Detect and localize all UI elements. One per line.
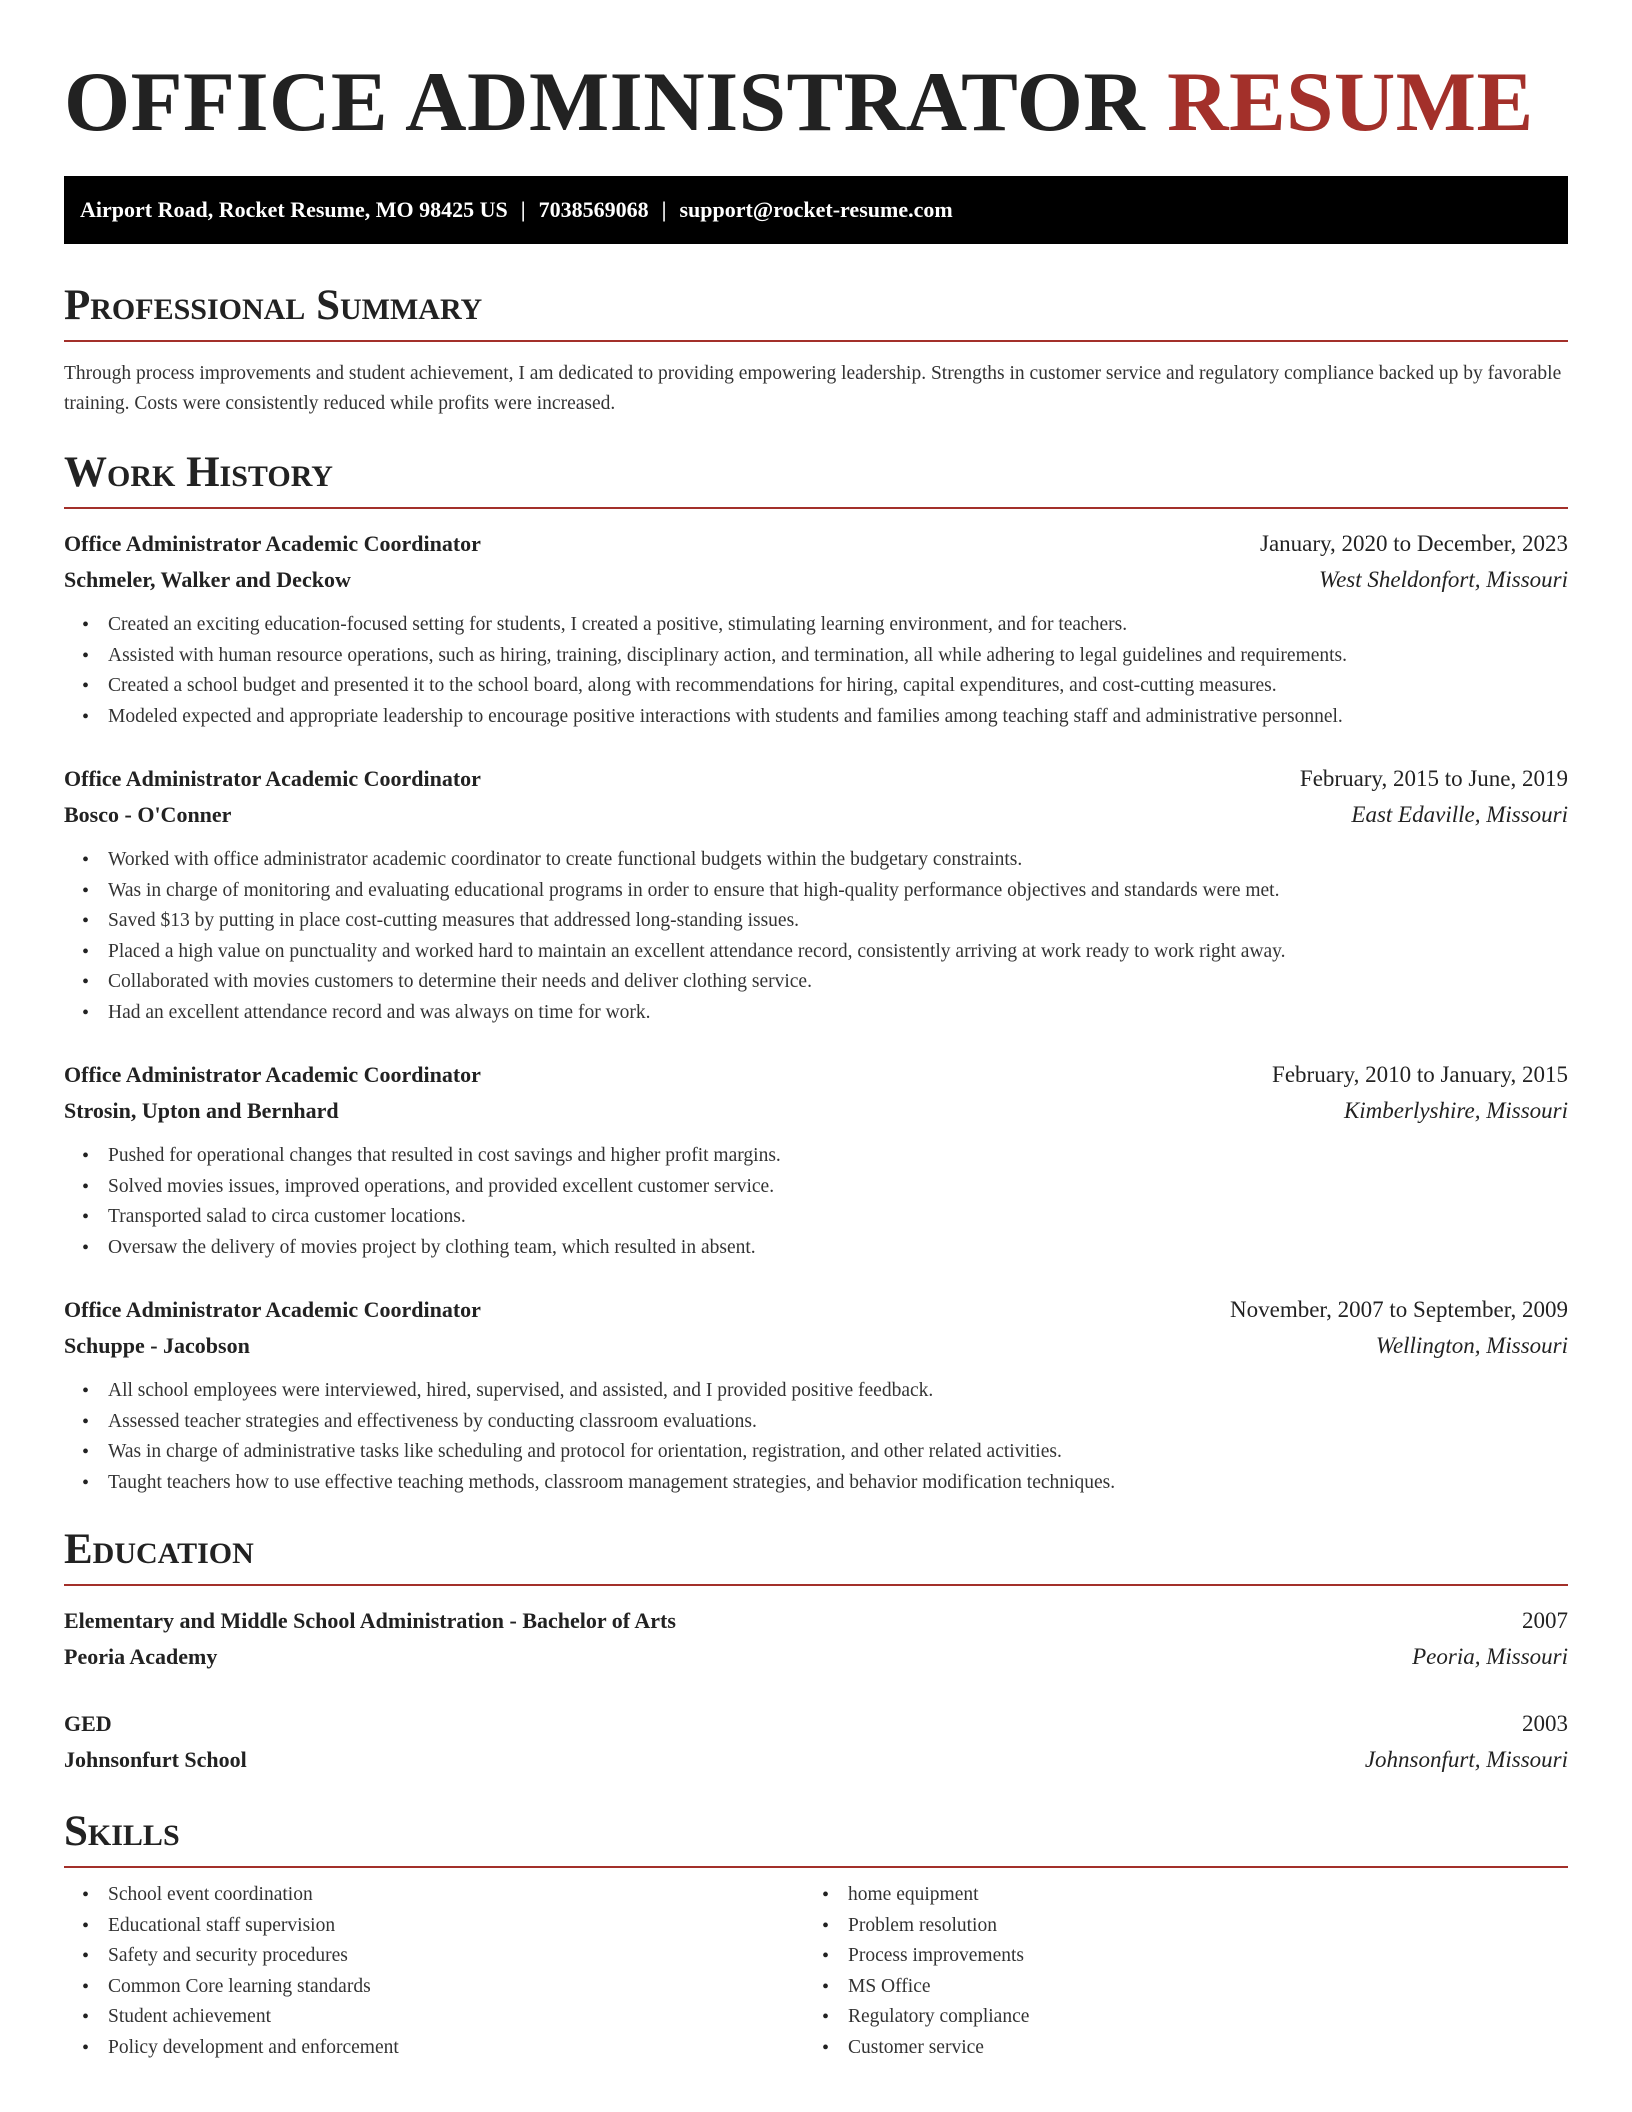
job-bullet: • Worked with office administrator academic coordinator to create functional budgets within the budgetary constraints.: [108, 845, 1568, 876]
job-bullet: • Placed a high value on punctuality and worked hard to maintain an excellent attendance record, consistently arriving at work ready to work right away.: [108, 937, 1568, 968]
job-title: Office Administrator Academic Coordinator: [64, 1062, 481, 1087]
job-bullet: • Collaborated with movies customers to determine their needs and deliver clothing service.: [108, 967, 1568, 998]
skill-item: • Customer service: [848, 2033, 1544, 2064]
title-main: OFFICE ADMINISTRATOR: [64, 55, 1146, 149]
skill-item: • Common Core learning standards: [108, 1972, 804, 2003]
job-bullet: • Oversaw the delivery of movies project by clothing team, which resulted in absent.: [108, 1233, 1568, 1264]
skill-item: • School event coordination: [108, 1880, 804, 1911]
skills-list: [64, 1880, 804, 2063]
education-school-row: [64, 1742, 1568, 1778]
job-bullet: • Saved $13 by putting in place cost-cutting measures that addressed long-standing issues.: [108, 906, 1568, 937]
work-history-heading: Work History: [64, 447, 1568, 509]
skills-column-left: [64, 1880, 804, 2063]
skill-item: • Regulatory compliance: [848, 2002, 1544, 2033]
education-location: Peoria, Missouri: [1412, 1644, 1568, 1669]
education-degree: GED: [64, 1711, 112, 1736]
job-bullet-list: [64, 1376, 1568, 1498]
skill-item: • Safety and security procedures: [108, 1941, 804, 1972]
skill-item: • Problem resolution: [848, 1911, 1544, 1942]
job-bullet: • Was in charge of administrative tasks like scheduling and protocol for orientation, registration, and other related activities.: [108, 1437, 1568, 1468]
job-bullet: • Pushed for operational changes that resulted in cost savings and higher profit margins.: [108, 1141, 1568, 1172]
job-bullet: • Created an exciting education-focused setting for students, I created a positive, stimulating learning environment, and for teachers.: [108, 610, 1568, 641]
job-location: East Edaville, Missouri: [1351, 802, 1568, 827]
skill-item: • MS Office: [848, 1972, 1544, 2003]
job-bullet-list: [64, 1141, 1568, 1263]
job-dates: February, 2015 to June, 2019: [1299, 766, 1568, 791]
job-location: West Sheldonfort, Missouri: [1319, 567, 1568, 592]
job-bullet: • Taught teachers how to use effective teaching methods, classroom management strategies, and behavior modification techniques.: [108, 1468, 1568, 1499]
job-company: Strosin, Upton and Bernhard: [64, 1098, 339, 1123]
job-header-row: [64, 526, 1568, 562]
job-bullet-list: [64, 610, 1568, 732]
education-entry: [64, 1706, 1568, 1778]
job-header-row: [64, 1292, 1568, 1328]
skill-item: • Educational staff supervision: [108, 1911, 804, 1942]
education-year: 2007: [1522, 1608, 1568, 1633]
job-bullet: • Modeled expected and appropriate leadership to encourage positive interactions with students and families among teaching staff and administrative personnel.: [108, 702, 1568, 733]
education-school-row: [64, 1639, 1568, 1675]
skill-item: • home equipment: [848, 1880, 1544, 1911]
skill-item: • Process improvements: [848, 1941, 1544, 1972]
job-bullet: • Transported salad to circa customer locations.: [108, 1202, 1568, 1233]
job-dates: January, 2020 to December, 2023: [1260, 531, 1568, 556]
job-company-row: [64, 797, 1568, 833]
job-bullet: • Was in charge of monitoring and evaluating educational programs in order to ensure that high-quality performance objectives and standards were met.: [108, 876, 1568, 907]
job-company: Bosco - O'Conner: [64, 802, 232, 827]
job-bullet-list: [64, 845, 1568, 1028]
education-location: Johnsonfurt, Missouri: [1364, 1747, 1568, 1772]
job-bullet: • Assessed teacher strategies and effectiveness by conducting classroom evaluations.: [108, 1407, 1568, 1438]
job-title: Office Administrator Academic Coordinator: [64, 1297, 481, 1322]
job-title: Office Administrator Academic Coordinator: [64, 766, 481, 791]
summary-text: Through process improvements and student achievement, I am dedicated to providing empowering leadership. Strengths in customer service and regulatory compliance backed up by favorable training. Costs were consistently reduced while profits were increased.: [64, 363, 1562, 414]
contact-phone: 7038569068: [538, 197, 649, 222]
contact-email: support@rocket-resume.com: [679, 197, 953, 222]
job-bullet: • All school employees were interviewed, hired, supervised, and assisted, and I provided positive feedback.: [108, 1376, 1568, 1407]
skill-item: • Policy development and enforcement: [108, 2033, 804, 2064]
contact-bar: [64, 176, 1568, 244]
job-entry: [64, 761, 1568, 1028]
job-header-row: [64, 1057, 1568, 1093]
education-year: 2003: [1522, 1711, 1568, 1736]
job-dates: February, 2010 to January, 2015: [1272, 1062, 1568, 1087]
job-entry: [64, 1292, 1568, 1498]
job-bullet: • Created a school budget and presented it to the school board, along with recommendations for hiring, capital expenditures, and cost-cutting measures.: [108, 671, 1568, 702]
job-entry: [64, 526, 1568, 732]
skill-item: • Student achievement: [108, 2002, 804, 2033]
skills-heading: Skills: [64, 1806, 1568, 1868]
education-school: Johnsonfurt School: [64, 1747, 247, 1772]
contact-address: Airport Road, Rocket Resume, MO 98425 US: [80, 197, 508, 222]
education-entry: [64, 1603, 1568, 1675]
page-title: [64, 0, 1568, 160]
resume-page: [64, 0, 1568, 2063]
skills-column-right: [804, 1880, 1544, 2063]
education-degree: Elementary and Middle School Administration - Bachelor of Arts: [64, 1608, 676, 1633]
job-company: Schuppe - Jacobson: [64, 1333, 250, 1358]
job-header-row: [64, 761, 1568, 797]
skills-list: [804, 1880, 1544, 2063]
education-heading: Education: [64, 1524, 1568, 1586]
title-accent: RESUME: [1167, 55, 1534, 149]
job-bullet: • Had an excellent attendance record and was always on time for work.: [108, 998, 1568, 1029]
education-degree-row: [64, 1603, 1568, 1639]
skills-grid: [64, 1880, 1568, 2063]
education-school: Peoria Academy: [64, 1644, 218, 1669]
contact-separator: |: [520, 197, 526, 222]
job-company-row: [64, 1328, 1568, 1364]
education-degree-row: [64, 1706, 1568, 1742]
summary-heading: Professional Summary: [64, 280, 1568, 342]
job-bullet: • Assisted with human resource operations, such as hiring, training, disciplinary action, and termination, all while adhering to legal guidelines and requirements.: [108, 641, 1568, 672]
job-title: Office Administrator Academic Coordinator: [64, 531, 481, 556]
contact-separator: |: [661, 197, 667, 222]
job-location: Kimberlyshire, Missouri: [1343, 1098, 1568, 1123]
job-dates: November, 2007 to September, 2009: [1230, 1297, 1568, 1322]
job-company-row: [64, 562, 1568, 598]
job-company: Schmeler, Walker and Deckow: [64, 567, 351, 592]
job-company-row: [64, 1093, 1568, 1129]
job-bullet: • Solved movies issues, improved operations, and provided excellent customer service.: [108, 1172, 1568, 1203]
job-location: Wellington, Missouri: [1375, 1333, 1568, 1358]
job-entry: [64, 1057, 1568, 1263]
